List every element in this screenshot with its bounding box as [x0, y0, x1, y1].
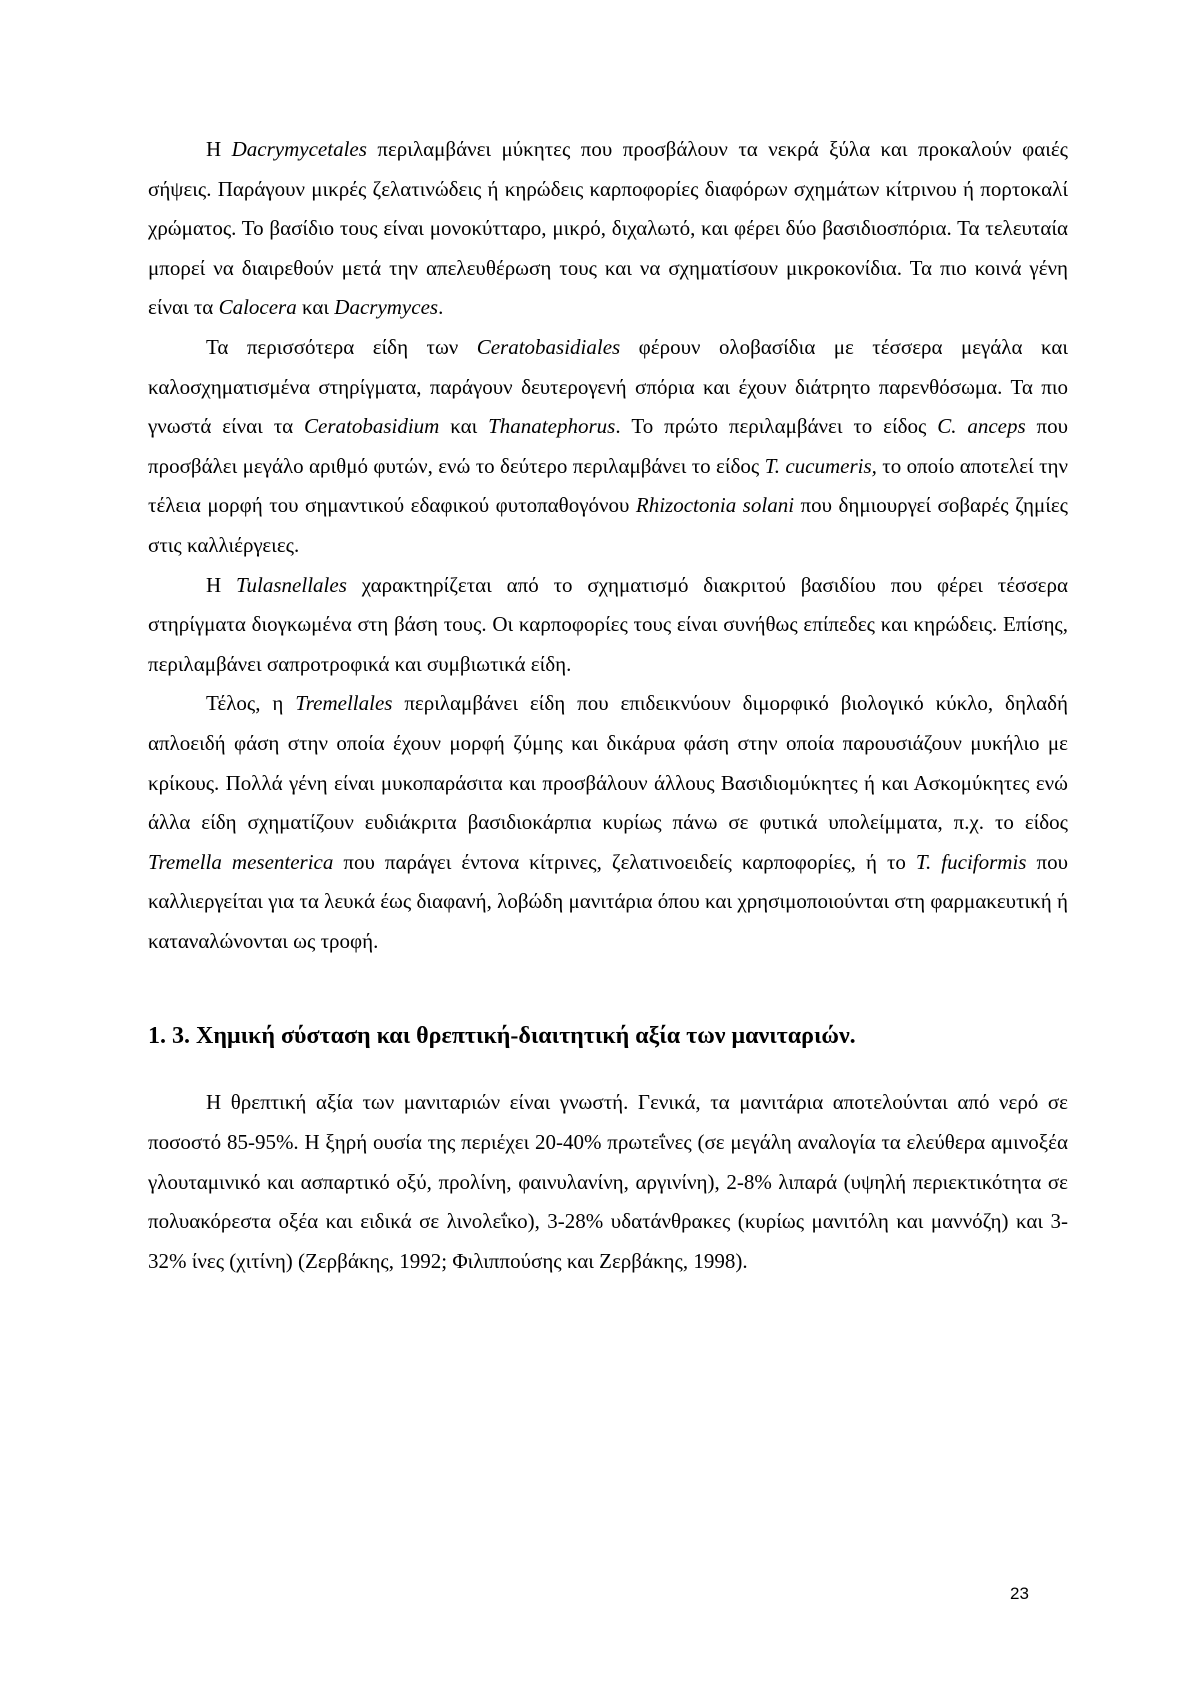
paragraph-tremellales: Τέλος, η Tremellales περιλαμβάνει είδη που επιδεικνύουν διμορφικό βιολογικό κύκλο, δηλαδή απλοειδή φάση στην οποία έχουν μορφή ζύμης και δικάρυα φάση στην οποία παρουσιάζουν μυκήλιο με κρίκους. Πολλά γένη είναι μυκοπαράσιτα και προσβάλουν άλλους Βασιδιομύκητες ή και Ασκομύκητες ενώ άλλα είδη σχηματίζουν ευδιάκριτα βασιδιοκάρπια κυρίως πάνω σε φυτικά υπολείμματα, π.χ. το είδος Tremella mesenterica που παράγει έντονα κίτρινες, ζελατινοειδείς καρποφορίες, ή το T. fuciformis που καλλιεργείται για τα λευκά έως διαφανή, λοβώδη μανιτάρια όπου και χρησιμοποιούνται στη φαρμακευτική ή καταναλώνονται ως τροφή. — [148, 691, 1069, 953]
taxon-name: Rhizoctonia solani — [635, 493, 795, 518]
paragraph-nutritional-value: Η θρεπτική αξία των μανιταριών είναι γνωστή. Γενικά, τα μανιτάρια αποτελούνται από νερό σε ποσοστό 85-95%. Η ξηρή ουσία της περιέχει 20-40% πρωτεΐνες (σε μεγάλη αναλογία τα ελεύθερα αμινοξέα γλουταμινικό και ασπαρτικό οξύ, προλίνη, φαινυλανίνη, αργινίνη), 2-8% λιπαρά (υψηλή περιεκτικότητα σε πολυακόρεστα οξέα και ειδικά σε λινολεΐκο), 3-28% υδατάνθρακες (κυρίως μανιτόλη και μαννόζη) και 3-32% ίνες (χιτίνη) (Ζερβάκης, 1992; Φιλιππούσης και Ζερβάκης, 1998). — [148, 1090, 1068, 1273]
paragraph-ceratobasidiales: Τα περισσότερα είδη των Ceratobasidiales φέρουν ολοβασίδια με τέσσερα μεγάλα και καλοσχηματισμένα στηρίγματα, παράγουν δευτερογενή σπόρια και έχουν διάτρητο παρενθόσωμα. Τα πιο γνωστά είναι τα Ceratobasidium και Thanatephorus. Το πρώτο περιλαμβάνει το είδος C. anceps που προσβάλει μεγάλο αριθμό φυτών, ενώ το δεύτερο περιλαμβάνει το είδος T. cucumeris, το οποίο αποτελεί την τέλεια μορφή του σημαντικού εδαφικού φυτοπαθογόνου Rhizoctonia solani που δημιουργεί σοβαρές ζημίες στις καλλιέργειες. — [148, 334, 1068, 557]
document-page — [148, 130, 1068, 1281]
taxon-name: C. anceps — [937, 414, 1026, 439]
taxon-name: Tremellales — [295, 691, 393, 716]
taxon-name: Tulasnellales — [236, 572, 347, 597]
taxon-name: Calocera — [218, 295, 297, 320]
taxon-name: T. cucumeris, — [764, 453, 877, 478]
taxon-name: Tremella mesenterica — [148, 849, 334, 874]
section-heading: 1. 3. Χημική σύσταση και θρεπτική-διαιτητική αξία των μανιταριών. — [148, 1023, 856, 1050]
paragraph-dacrymycetales: Η Dacrymycetales περιλαμβάνει μύκητες που προσβάλουν τα νεκρά ξύλα και προκαλούν φαιές σήψεις. Παράγουν μικρές ζελατινώδεις ή κηρώδεις καρποφορίες διαφόρων σχημάτων κίτρινου ή πορτοκαλί χρώματος. Το βασίδιο τους είναι μονοκύτταρο, μικρό, διχαλωτό, και φέρει δύο βασιδιοσπόρια. Τα τελευταία μπορεί να διαιρεθούν μετά την απελευθέρωση τους και να σχηματίσουν μικροκονίδια. Τα πιο κοινά γένη είναι τα Calocera και Dacrymyces. — [148, 137, 1068, 320]
taxon-name: Ceratobasidiales — [476, 334, 621, 359]
page-number: 23 — [1010, 1584, 1029, 1603]
taxon-name: Thanatephorus — [488, 414, 616, 439]
taxon-name: T. fuciformis — [915, 849, 1027, 874]
taxon-name: Dacrymycetales — [231, 137, 367, 161]
taxon-name: Dacrymyces — [334, 295, 439, 320]
taxon-name: Ceratobasidium — [304, 414, 440, 439]
paragraph-tulasnellales: Η Tulasnellales χαρακτηρίζεται από το σχηματισμό διακριτού βασιδίου που φέρει τέσσερα στηρίγματα διογκωμένα στη βάση τους. Οι καρποφορίες τους είναι συνήθως επίπεδες και κηρώδεις. Επίσης, περιλαμβάνει σαπροτροφικά και συμβιωτικά είδη. — [148, 572, 1068, 676]
